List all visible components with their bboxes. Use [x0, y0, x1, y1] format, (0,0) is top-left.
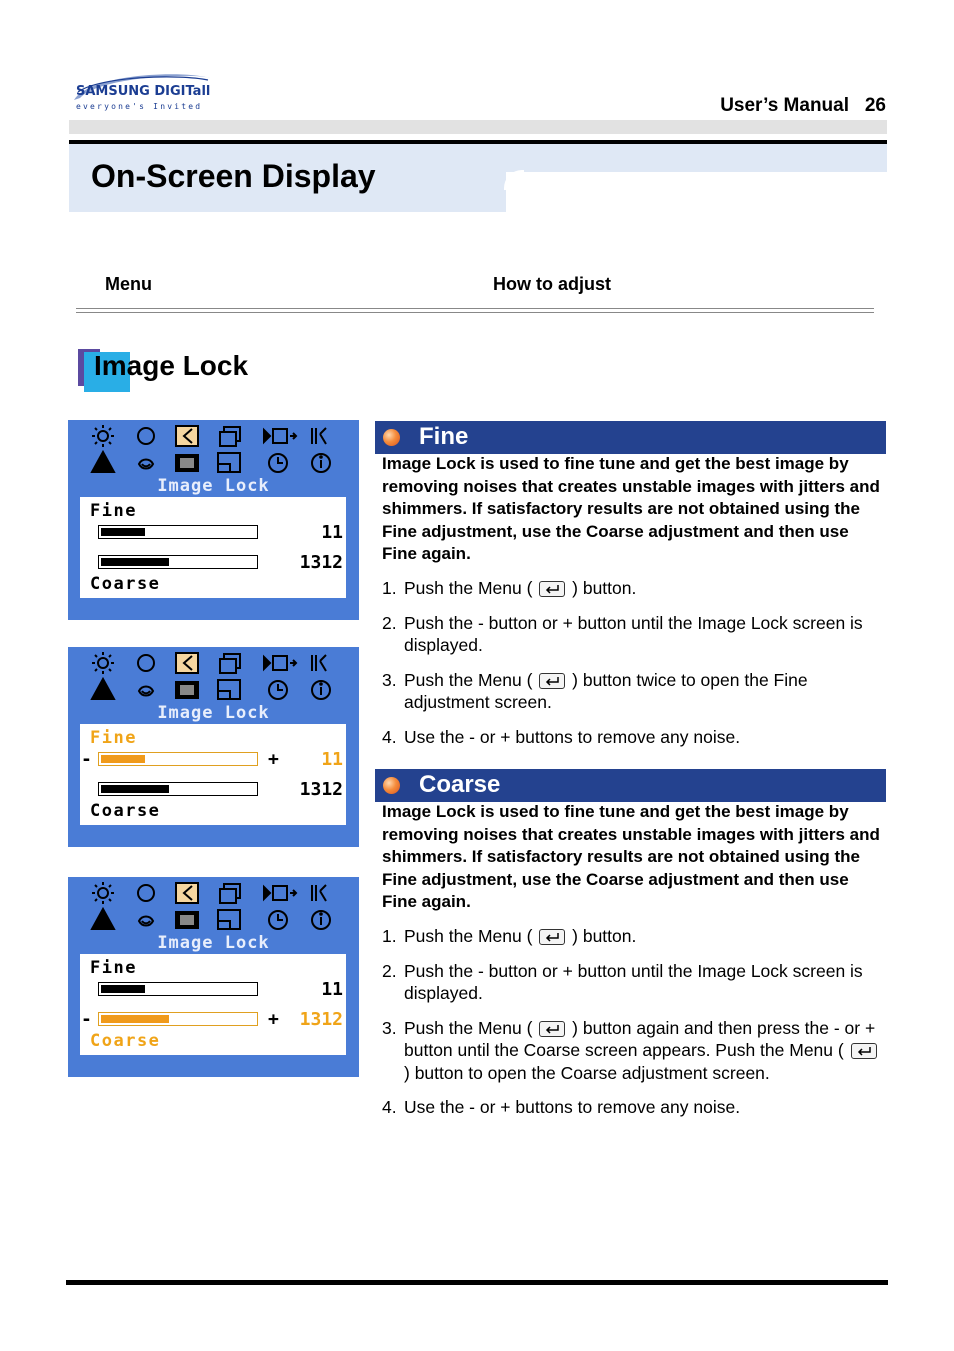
osd-coarse-bar	[98, 1012, 258, 1026]
osd-coarse-value: 1312	[299, 1009, 343, 1030]
header-bar	[69, 120, 887, 134]
osd-icon-row	[68, 647, 359, 703]
bullet-icon	[383, 429, 400, 446]
fine-heading: Fine	[419, 423, 469, 450]
osd-coarse-value: 1312	[299, 779, 343, 800]
osd-screen-coarse-active	[68, 877, 359, 1077]
osd-fine-label: Fine	[90, 501, 137, 521]
osd-fine-bar	[98, 982, 258, 996]
enter-key-icon	[539, 1021, 565, 1037]
osd-icon-row	[68, 420, 359, 476]
osd-icon-row	[68, 877, 359, 933]
list-item: 2. Push the - button or + button until the Image Lock screen is displayed.	[382, 960, 863, 1003]
coarse-section-header	[375, 769, 886, 802]
osd-fine-bar	[98, 525, 258, 539]
osd-adjust-panel	[80, 497, 346, 598]
osd-fine-label: Fine	[90, 958, 137, 978]
osd-fine-value: 11	[321, 522, 343, 543]
osd-coarse-label: Coarse	[90, 801, 161, 821]
fine-description: Image Lock is used to fine tune and get the best image by removing noises that creates unstable images with jitters and shimmers. If satisfactory results are not obtained using the Fine adjustment, use the Coarse adjustment and then use Fine again.	[382, 454, 880, 564]
footer-rule	[66, 1280, 888, 1285]
enter-key-icon	[539, 673, 565, 689]
osd-coarse-bar	[98, 555, 258, 569]
osd-adjust-panel	[80, 724, 346, 825]
bullet-icon	[383, 777, 400, 794]
coarse-description: Image Lock is used to fine tune and get the best image by removing noises that creates unstable images with jitters and shimmers. If satisfactory results are not obtained using the Fine adjustment, use the Coarse adjustment and then use Fine again.	[382, 802, 880, 912]
logo-wordmark: SAMSUNG DIGITall	[76, 84, 211, 99]
list-item: 1. Push the Menu ( ) button.	[382, 578, 637, 598]
osd-adjust-panel	[80, 954, 346, 1055]
enter-key-icon	[539, 929, 565, 945]
section-title: Image Lock	[94, 350, 249, 381]
osd-minus: -	[81, 749, 92, 770]
header-manual	[720, 95, 886, 117]
osd-coarse-bar	[98, 782, 258, 796]
fine-section-header	[375, 421, 886, 454]
osd-fine-value: 11	[321, 979, 343, 1000]
manual-label: User’s Manual	[720, 95, 850, 116]
osd-fine-label: Fine	[90, 728, 137, 748]
list-item: 3. Push the Menu ( ) button twice to open the Fine adjustment screen.	[382, 669, 808, 712]
list-item: 4. Use the - or + buttons to remove any noise.	[382, 1097, 741, 1117]
osd-fine-value: 11	[321, 749, 343, 770]
osd-plus: +	[268, 749, 279, 770]
coarse-steps	[382, 925, 887, 1119]
divider	[76, 312, 874, 313]
column-header-how-to-adjust: How to adjust	[493, 274, 611, 294]
logo-tagline: everyone's Invited	[76, 102, 203, 111]
page-number: 26	[864, 95, 886, 116]
osd-title: Image Lock	[157, 703, 270, 723]
enter-key-icon	[851, 1043, 877, 1059]
enter-key-icon	[539, 581, 565, 597]
osd-minus: -	[81, 1009, 92, 1030]
fine-steps	[382, 577, 887, 748]
osd-coarse-value: 1312	[299, 552, 343, 573]
list-item: 4. Use the - or + buttons to remove any noise.	[382, 726, 741, 747]
osd-screen-image-lock	[68, 420, 359, 620]
list-item: 3. Push the Menu ( ) button again and then press the - or + button until the Coarse screen appears. Push the Menu ( ) button to open the Coarse adjustment screen.	[382, 1017, 876, 1083]
list-item: 1. Push the Menu ( ) button.	[382, 926, 637, 946]
osd-title: Image Lock	[157, 476, 270, 496]
title-band-notch	[504, 170, 524, 190]
page-title: On-Screen Display	[91, 158, 376, 194]
title-band-extension	[506, 144, 887, 172]
coarse-heading: Coarse	[419, 771, 501, 798]
divider	[76, 308, 874, 309]
column-header-menu: Menu	[105, 274, 152, 294]
osd-title: Image Lock	[157, 933, 270, 953]
osd-fine-bar	[98, 752, 258, 766]
osd-screen-fine-active	[68, 647, 359, 847]
list-item: 2. Push the - button or + button until the Image Lock screen is displayed.	[382, 612, 863, 655]
osd-plus: +	[268, 1009, 279, 1030]
osd-coarse-label: Coarse	[90, 574, 161, 594]
osd-coarse-label: Coarse	[90, 1031, 161, 1051]
